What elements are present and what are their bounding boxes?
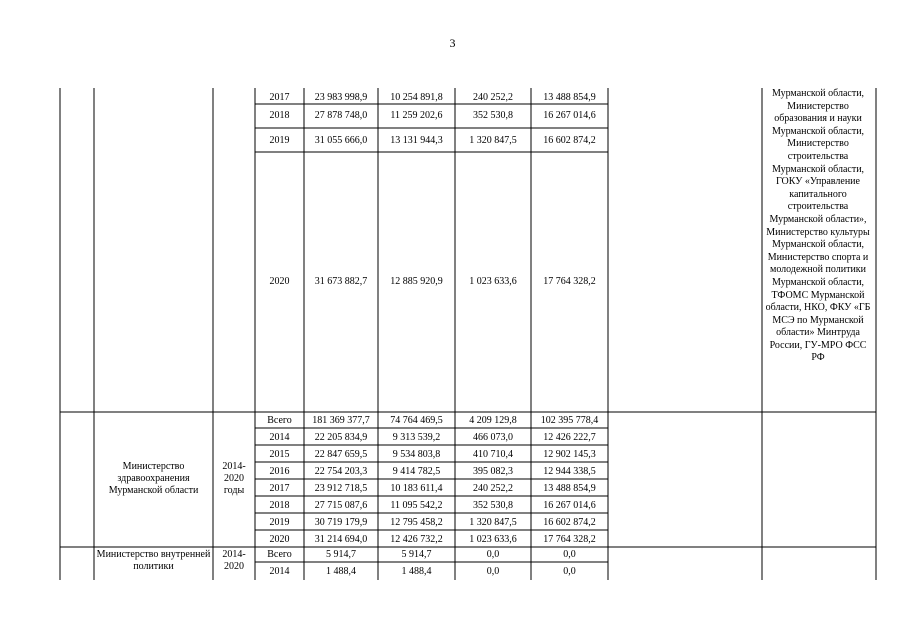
period: 2014-2020 годы [222, 461, 246, 496]
total-cell: 31 673 882,7 [314, 276, 368, 287]
total-cell: 181 369 377,7 [312, 415, 370, 426]
regional-cell: 9 534 803,8 [392, 449, 441, 460]
regional-cell: 10 183 611,4 [390, 483, 443, 494]
other-cell: 16 267 014,6 [543, 500, 596, 511]
federal-cell: 1 320 847,5 [469, 135, 517, 146]
other-cell: 17 764 328,2 [543, 276, 596, 287]
federal-cell: 1 320 847,5 [469, 517, 517, 528]
year-cell: 2014 [269, 432, 290, 443]
year-cell: 2019 [269, 517, 290, 528]
total-cell: 1 488,4 [326, 566, 356, 577]
regional-cell: 9 313 539,2 [392, 432, 441, 443]
other-cell: 12 944 338,5 [543, 466, 596, 477]
year-cell: 2017 [269, 92, 290, 103]
total-cell: 27 878 748,0 [314, 110, 368, 121]
regional-cell: 12 795 458,2 [390, 517, 443, 528]
federal-cell: 0,0 [486, 566, 500, 577]
federal-cell: 4 209 129,8 [469, 415, 517, 426]
org-name: Министерство внутренней политики [96, 549, 211, 572]
total-cell: 31 055 666,0 [314, 135, 368, 146]
other-cell: 16 267 014,6 [543, 110, 596, 121]
federal-cell: 1 023 633,6 [469, 534, 517, 545]
regional-cell: 5 914,7 [401, 549, 432, 560]
federal-cell: 240 252,2 [473, 92, 513, 103]
year-cell: Всего [267, 415, 292, 426]
other-cell: 16 602 874,2 [543, 517, 596, 528]
total-cell: 23 912 718,5 [314, 483, 368, 494]
year-cell: Всего [267, 549, 292, 560]
regional-cell: 12 885 920,9 [390, 276, 443, 287]
federal-cell: 1 023 633,6 [469, 276, 517, 287]
total-cell: 30 719 179,9 [314, 517, 368, 528]
total-cell: 22 847 659,5 [314, 449, 368, 460]
total-cell: 5 914,7 [326, 549, 356, 560]
other-cell: 17 764 328,2 [543, 534, 596, 545]
total-cell: 31 214 694,0 [314, 534, 368, 545]
page-number: 3 [449, 36, 456, 50]
year-cell: 2016 [269, 466, 290, 477]
year-cell: 2018 [269, 110, 290, 121]
regional-cell: 1 488,4 [401, 566, 432, 577]
federal-cell: 352 530,8 [473, 500, 513, 511]
regional-cell: 13 131 944,3 [390, 135, 443, 146]
year-cell: 2017 [269, 483, 290, 494]
federal-cell: 352 530,8 [473, 110, 513, 121]
other-cell: 12 426 222,7 [543, 432, 596, 443]
org-name: Министерство здравоохранения Мурманской области [108, 461, 199, 496]
year-cell: 2020 [269, 534, 290, 545]
other-cell: 16 602 874,2 [543, 135, 596, 146]
other-cell: 102 395 778,4 [540, 415, 599, 426]
responsible-executors-note: Мурманской области, Министерство образования и науки Мурманской области, Министерство строительства Мурманской области, ГОКУ «Управление капитального строительства Мурманской области», Министерство культуры Мурманской области, Министерство спорта и молодежной политики Мурманской области, ТФОМС Мурманской области, НКО, ФКУ «ГБ МСЭ по Мурманской области» Минтруда России, ГУ-МРО ФСС РФ [765, 88, 871, 364]
year-cell: 2015 [269, 449, 290, 460]
other-cell: 0,0 [563, 549, 576, 560]
year-cell: 2020 [269, 276, 290, 287]
total-cell: 23 983 998,9 [314, 92, 368, 103]
federal-cell: 0,0 [486, 549, 500, 560]
period: 2014-2020 [222, 549, 246, 572]
federal-cell: 466 073,0 [473, 432, 513, 443]
regional-cell: 74 764 469,5 [390, 415, 443, 426]
total-cell: 27 715 087,6 [314, 500, 368, 511]
total-cell: 22 205 834,9 [314, 432, 368, 443]
other-cell: 13 488 854,9 [543, 483, 596, 494]
federal-cell: 395 082,3 [473, 466, 513, 477]
federal-cell: 240 252,2 [473, 483, 513, 494]
other-cell: 13 488 854,9 [543, 92, 596, 103]
regional-cell: 10 254 891,8 [390, 92, 443, 103]
regional-cell: 11 259 202,6 [390, 110, 443, 121]
regional-cell: 12 426 732,2 [390, 534, 443, 545]
other-cell: 0,0 [563, 566, 576, 577]
year-cell: 2018 [269, 500, 290, 511]
other-cell: 12 902 145,3 [543, 449, 596, 460]
regional-cell: 9 414 782,5 [392, 466, 441, 477]
regional-cell: 11 095 542,2 [390, 500, 443, 511]
federal-cell: 410 710,4 [473, 449, 513, 460]
total-cell: 22 754 203,3 [314, 466, 368, 477]
year-cell: 2014 [269, 566, 290, 577]
year-cell: 2019 [269, 135, 290, 146]
